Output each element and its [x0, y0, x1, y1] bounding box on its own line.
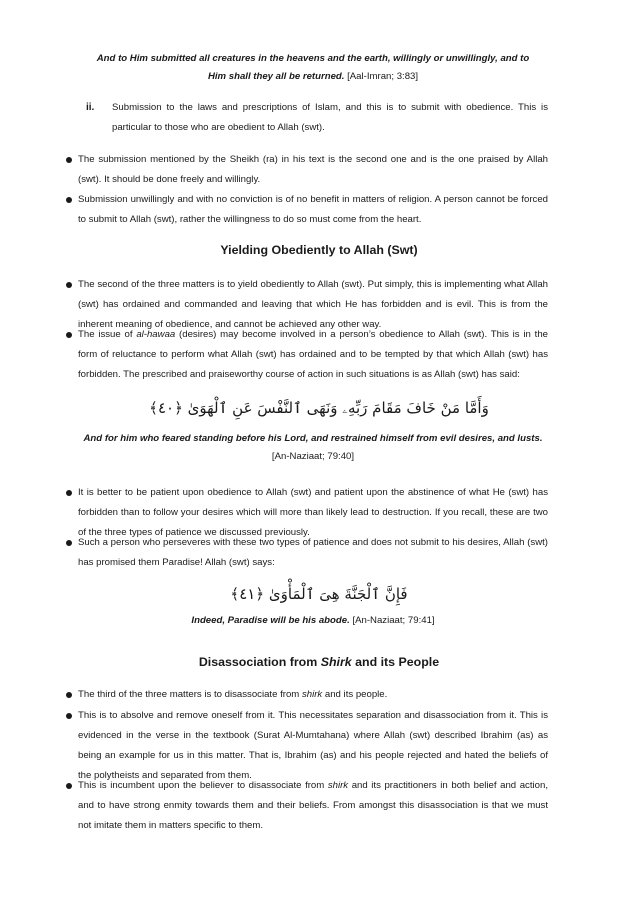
bullet-text-shirk: The third of the three matters is to disassociate from shirk and its people. [78, 689, 388, 700]
bullet-icon [66, 713, 72, 719]
bullet-icon [66, 282, 72, 288]
bullet-text: Submission unwillingly and with no conviction is of no benefit in matters of religion. A person cannot be forced to submit to Allah (swt), rather the willingness to do so must come from the heart. [78, 194, 548, 225]
verse-reference: [An-Naziaat; 79:41] [352, 615, 435, 626]
bullet-text: Such a person who perseveres with these two types of patience and does not submit to his desires, Allah (swt) has promised them Paradise! Allah (swt) says: [78, 537, 548, 568]
section-heading-disassociation: Disassociation from Shirk and its People [198, 655, 440, 669]
verse-reference: [An-Naziaat; 79:40] [271, 451, 355, 462]
list-marker-ii: ii. [86, 102, 95, 113]
arabic-verse-79-40: وَأَمَّا مَنْ خَافَ مَقَامَ رَبِّهِۦ وَنَهَى ٱلنَّفْسَ عَنِ ٱلْهَوَىٰ ﴿٤٠﴾ [149, 399, 489, 417]
bullet-text: The submission mentioned by the Sheikh (ra) in his text is the second one and is the one praised by Allah (swt). It should be done freely and willingly. [78, 154, 548, 185]
bullet-text-shirk-practitioners: This is incumbent upon the believer to disassociate from shirk and its practitioners in both belief and action, and to have strong enmity towards them and their beliefs. From amongst this disassociation is that we must not imitate them in matters specific to them. [78, 780, 548, 831]
section-heading-yielding: Yielding Obediently to Allah (Swt) [220, 243, 418, 257]
bullet-icon [66, 157, 72, 163]
term-al-hawaa: al-hawaa [136, 329, 176, 340]
bullet-icon [66, 783, 72, 789]
bullet-text-hawaa: The issue of al-hawaa (desires) may become involved in a person’s obedience to Allah (swt). This is in the form of reluctance to perform what Allah (swt) has ordained and to be tempted by that which Allah (swt) has forbidden. The prescribed and praiseworthy course of action in such situations is as Allah (swt) has said: [78, 329, 548, 380]
bullet-icon [66, 332, 72, 338]
arabic-verse-79-41: فَإِنَّ ٱلْجَنَّةَ هِىَ ٱلْمَأْوَىٰ ﴿٤١﴾ [230, 585, 408, 603]
bullet-text: The second of the three matters is to yield obediently to Allah (swt). Put simply, this is implementing what Allah (swt) has ordained and commanded and leaving that which He has forbidden and is evil. This is from the inherent meaning of obedience, and cannot be achieved any other way. [78, 279, 548, 330]
quran-quote-aal-imran [78, 50, 548, 86]
verse-translation-79-41: Indeed, Paradise will be his abode. [An-Naziaat; 79:41] [191, 615, 435, 626]
bullet-icon [66, 540, 72, 546]
bullet-icon [66, 197, 72, 203]
quote-line-1: And to Him submitted all creatures in the heavens and the earth, willingly or unwillingly, and to [96, 53, 530, 64]
bullet-text: It is better to be patient upon obedience to Allah (swt) and patient upon the abstinence of what He (swt) has forbidden than to follow your desires which will more than likely lead to destruction. If you recall, these are two of the three types of patience we discussed previously. [78, 487, 548, 538]
quote-reference: [Aal-Imran; 3:83] [347, 71, 419, 82]
bullet-icon [66, 692, 72, 698]
bullet-icon [66, 490, 72, 496]
verse-translation-79-40: And for him who feared standing before his Lord, and restrained himself from evil desires, and lusts. [An-Naziaat; 79:40] [83, 433, 543, 462]
list-item-ii-text: Submission to the laws and prescriptions of Islam, and this is to submit with obedience. This is particular to those who are obedient to Allah (swt). [112, 102, 548, 133]
bullet-text: This is to absolve and remove oneself from it. This necessitates separation and disassociation from it. This is evidenced in the verse in the textbook (Surat Al-Mumtahana) where Allah (swt) described Ibrahim (as) as being an example for us in this matter. That is, Ibrahim (as) and his people rejected and hated the beliefs of the polytheists and separated from them. [78, 710, 548, 781]
quote-line-2: Him shall they all be returned. [207, 71, 345, 82]
